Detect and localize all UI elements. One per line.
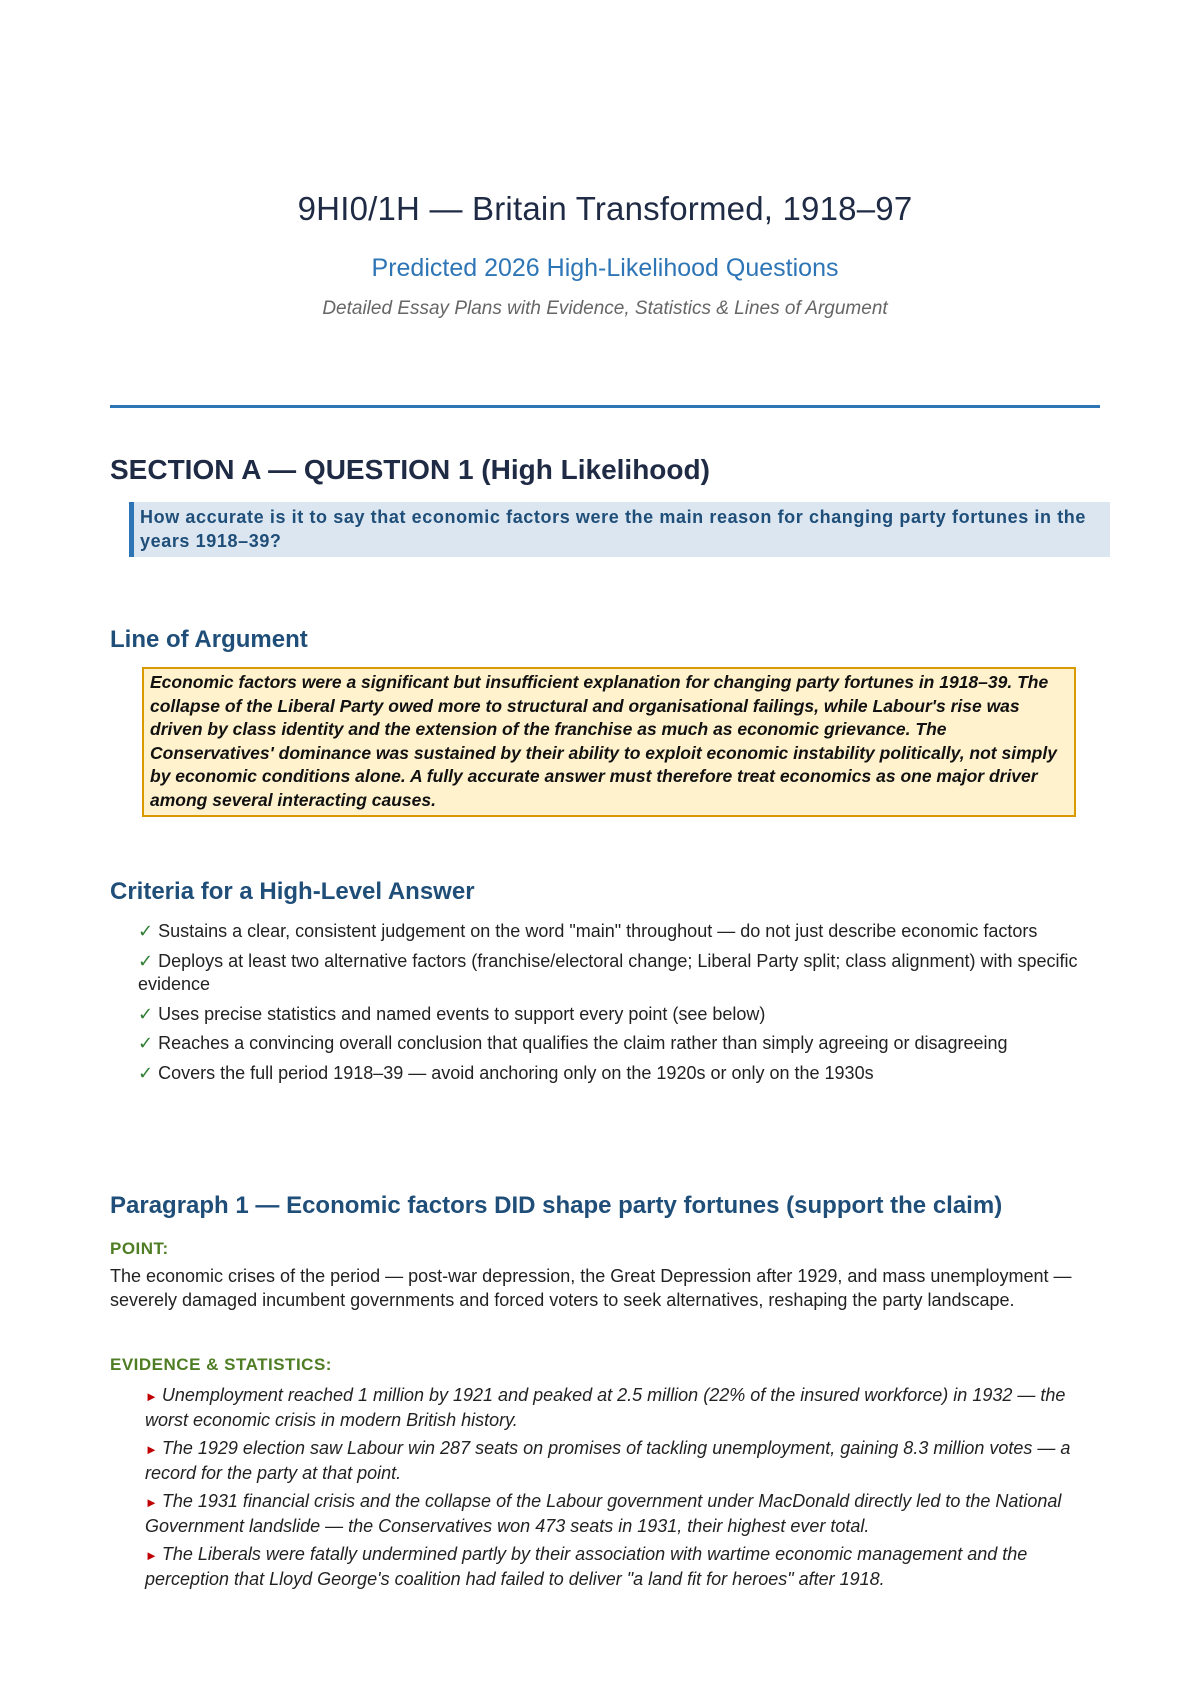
criteria-item — [138, 950, 1098, 997]
evidence-item — [145, 1490, 1100, 1538]
question-box: How accurate is it to say that economic factors were the main reason for changing party fortunes in the years 1918–39? — [129, 502, 1110, 557]
evidence-item — [145, 1384, 1100, 1432]
criteria-item-text: Sustains a clear, consistent judgement on the word "main" throughout — do not just describe economic factors — [158, 921, 1038, 941]
document-tagline: Detailed Essay Plans with Evidence, Statistics & Lines of Argument — [322, 298, 888, 319]
arrow-bullet-icon: ► — [145, 1495, 158, 1510]
check-icon: ✓ — [138, 1003, 154, 1024]
section-heading: SECTION A — QUESTION 1 (High Likelihood) — [110, 454, 710, 485]
arrow-bullet-icon: ► — [145, 1442, 158, 1457]
criteria-item — [138, 1062, 1098, 1086]
header-divider — [110, 405, 1100, 408]
evidence-label: EVIDENCE & STATISTICS: — [110, 1355, 332, 1374]
criteria-list — [138, 920, 1098, 1091]
argument-heading: Line of Argument — [110, 626, 308, 653]
criteria-item — [138, 1003, 1098, 1027]
point-text: The economic crises of the period — post-war depression, the Great Depression after 1929, and mass unemployment — severely damaged incumbent governments and forced voters to seek alternatives, reshaping the party landscape. — [110, 1266, 1072, 1310]
criteria-item-text: Deploys at least two alternative factors (franchise/electoral change; Liberal Party split; class alignment) with specific evidence — [138, 950, 1078, 994]
argument-box: Economic factors were a significant but insufficient explanation for changing party fortunes in 1918–39. The collapse of the Liberal Party owed more to structural and organisational failings, while Labour's rise was driven by class identity and the extension of the franchise as much as economic grievance. The Conservatives' dominance was sustained by their ability to exploit economic instability politically, not simply by economic conditions alone. A fully accurate answer must therefore treat economics as one major driver among several interacting causes. — [142, 667, 1076, 817]
criteria-item-text: Reaches a convincing overall conclusion that qualifies the claim rather than simply agreeing or disagreeing — [158, 1033, 1008, 1053]
evidence-item-text: The 1929 election saw Labour win 287 seats on promises of tackling unemployment, gaining 8.3 million votes — a record for the party at that point. — [145, 1438, 1071, 1483]
evidence-item-text: The 1931 financial crisis and the collapse of the Labour government under MacDonald directly led to the National Government landslide — the Conservatives won 473 seats in 1931, their highest ever total. — [145, 1491, 1062, 1536]
paragraph1-heading: Paragraph 1 — Economic factors DID shape party fortunes (support the claim) — [110, 1192, 1003, 1219]
criteria-heading: Criteria for a High-Level Answer — [110, 878, 475, 905]
arrow-bullet-icon: ► — [145, 1389, 158, 1404]
check-icon: ✓ — [138, 1033, 154, 1053]
evidence-item — [145, 1437, 1100, 1485]
check-icon: ✓ — [138, 1062, 154, 1083]
document-title: 9HI0/1H — Britain Transformed, 1918–97 — [297, 190, 913, 227]
evidence-item-text: Unemployment reached 1 million by 1921 and peaked at 2.5 million (22% of the insured workforce) in 1932 — the worst economic crisis in modern British history. — [145, 1385, 1066, 1430]
evidence-item-text: The Liberals were fatally undermined partly by their association with wartime economic management and the perception that Lloyd George's coalition had failed to deliver "a land fit for heroes" after 1918. — [145, 1544, 1028, 1589]
criteria-item-text: Covers the full period 1918–39 — avoid anchoring only on the 1920s or only on the 1930s — [158, 1062, 874, 1083]
check-icon: ✓ — [138, 950, 154, 971]
document-subtitle: Predicted 2026 High-Likelihood Questions — [371, 254, 839, 282]
arrow-bullet-icon: ► — [145, 1548, 158, 1563]
criteria-item — [138, 920, 1098, 944]
evidence-list — [145, 1384, 1100, 1596]
evidence-item — [145, 1543, 1100, 1591]
criteria-item — [138, 1032, 1098, 1056]
check-icon: ✓ — [138, 921, 154, 941]
criteria-item-text: Uses precise statistics and named events to support every point (see below) — [158, 1003, 766, 1024]
point-label: POINT: — [110, 1239, 169, 1258]
